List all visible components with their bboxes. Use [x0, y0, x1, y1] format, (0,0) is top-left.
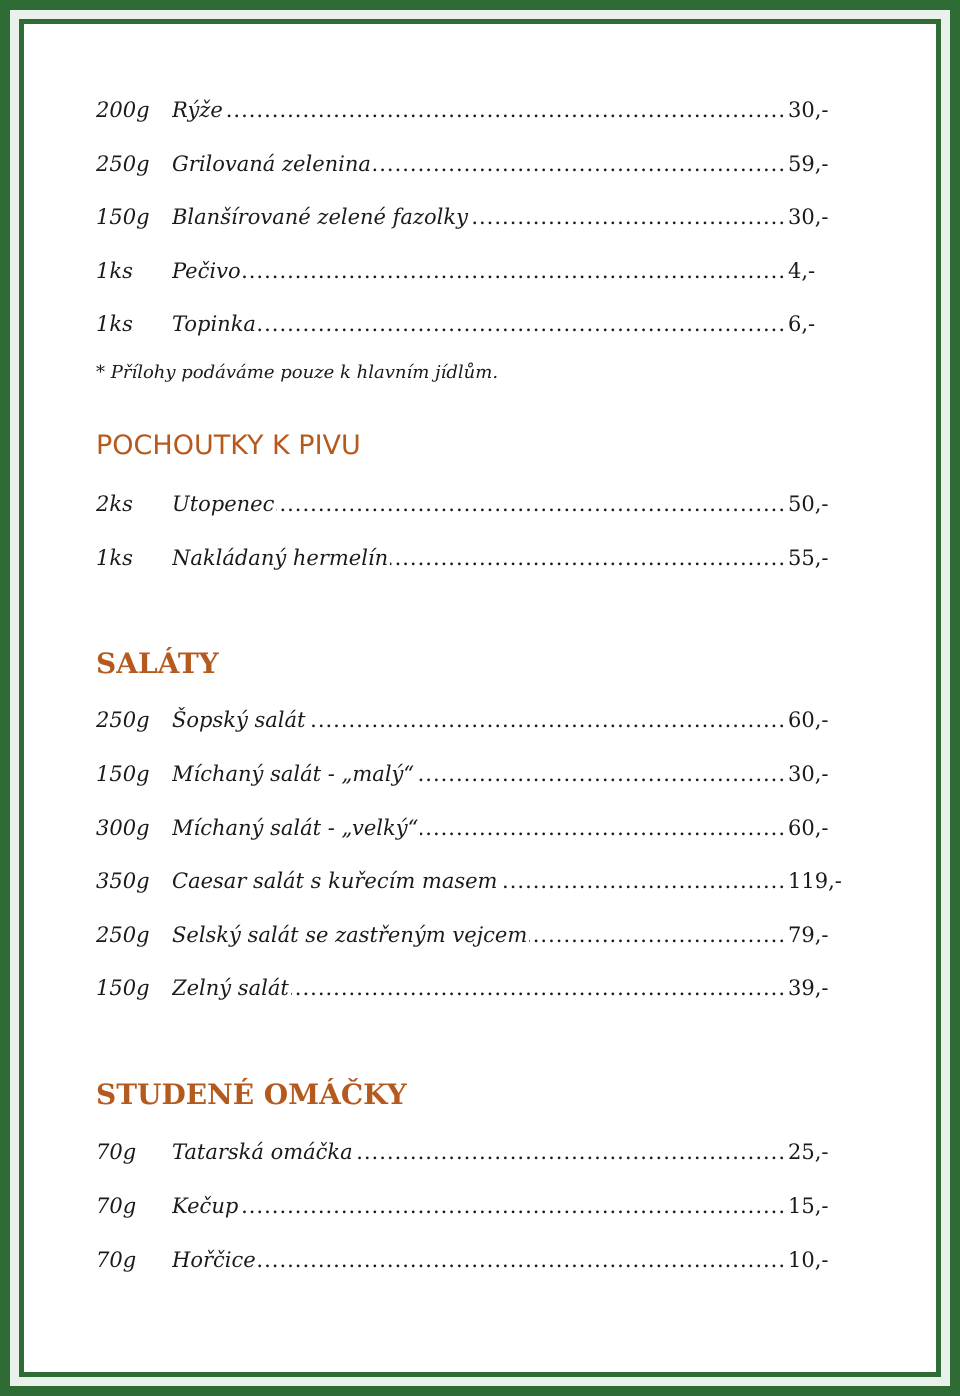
item-weight: 250g: [96, 708, 150, 732]
item-name: Hořčice: [172, 1248, 256, 1272]
item-name: Šopský salát: [172, 708, 306, 732]
menu-item-cabbage-salad: [96, 973, 836, 1003]
sides-note: * Přílohy podáváme pouze k hlavním jídlům.: [96, 362, 499, 383]
item-name: Selský salát se zastřeným vejcem: [172, 923, 528, 947]
menu-item-bread: [96, 256, 836, 286]
menu-item-sopsky-salad: [96, 705, 836, 735]
item-price: 50,-: [788, 492, 829, 516]
item-weight: 150g: [96, 976, 150, 1000]
menu-item-tartar-sauce: [96, 1137, 836, 1167]
item-name: Kečup: [172, 1194, 239, 1218]
item-name: Míchaný salát - „velký“: [172, 816, 419, 840]
item-price: 4,-: [788, 259, 816, 283]
item-price: 10,-: [788, 1248, 829, 1272]
item-price: 39,-: [788, 976, 829, 1000]
item-price: 119,-: [788, 869, 842, 893]
item-weight: 1ks: [96, 312, 133, 336]
section-heading-salads: SALÁTY: [96, 647, 219, 680]
item-weight: 200g: [96, 98, 150, 122]
menu-item-utopenec: [96, 489, 836, 519]
item-weight: 70g: [96, 1194, 137, 1218]
item-price: 60,-: [788, 816, 829, 840]
menu-item-toast: [96, 309, 836, 339]
item-price: 30,-: [788, 205, 829, 229]
section-heading-cold-sauces: STUDENÉ OMÁČKY: [96, 1078, 407, 1111]
menu-item-ketchup: [96, 1191, 836, 1221]
item-name: Rýže: [172, 98, 223, 122]
item-name: Nakládaný hermelín: [172, 546, 389, 570]
item-price: 30,-: [788, 98, 829, 122]
item-weight: 300g: [96, 816, 150, 840]
item-price: 79,-: [788, 923, 829, 947]
menu-item-caesar-salad: [96, 866, 842, 896]
menu-item-selsky-salad: [96, 920, 836, 950]
item-price: 60,-: [788, 708, 829, 732]
menu-item-grilled-vegetables: [96, 149, 836, 179]
item-price: 59,-: [788, 152, 829, 176]
item-price: 15,-: [788, 1194, 829, 1218]
item-name: Zelný salát: [172, 976, 289, 1000]
item-weight: 2ks: [96, 492, 133, 516]
item-weight: 1ks: [96, 546, 133, 570]
item-name: Tatarská omáčka: [172, 1140, 353, 1164]
menu-item-green-beans: [96, 202, 836, 232]
item-weight: 1ks: [96, 259, 133, 283]
item-weight: 70g: [96, 1248, 137, 1272]
menu-item-hermelin: [96, 543, 836, 573]
section-heading-beer-snacks: POCHOUTKY K PIVU: [96, 430, 361, 461]
item-weight: 250g: [96, 923, 150, 947]
item-weight: 70g: [96, 1140, 137, 1164]
menu-item-mixed-salad-small: [96, 759, 836, 789]
item-weight: 350g: [96, 869, 150, 893]
item-name: Topinka: [172, 312, 256, 336]
item-weight: 150g: [96, 762, 150, 786]
item-weight: 250g: [96, 152, 150, 176]
menu-item-mixed-salad-large: [96, 813, 836, 843]
menu-item-rice: [96, 95, 836, 125]
item-price: 25,-: [788, 1140, 829, 1164]
item-name: Caesar salát s kuřecím masem: [172, 869, 498, 893]
item-weight: 150g: [96, 205, 150, 229]
item-name: Míchaný salát - „malý“: [172, 762, 415, 786]
item-name: Grilovaná zelenina: [172, 152, 371, 176]
item-name: Pečivo: [172, 259, 241, 283]
item-price: 30,-: [788, 762, 829, 786]
item-price: 55,-: [788, 546, 829, 570]
item-name: Blanšírované zelené fazolky: [172, 205, 468, 229]
menu-item-mustard: [96, 1245, 836, 1275]
item-price: 6,-: [788, 312, 816, 336]
item-name: Utopenec: [172, 492, 275, 516]
